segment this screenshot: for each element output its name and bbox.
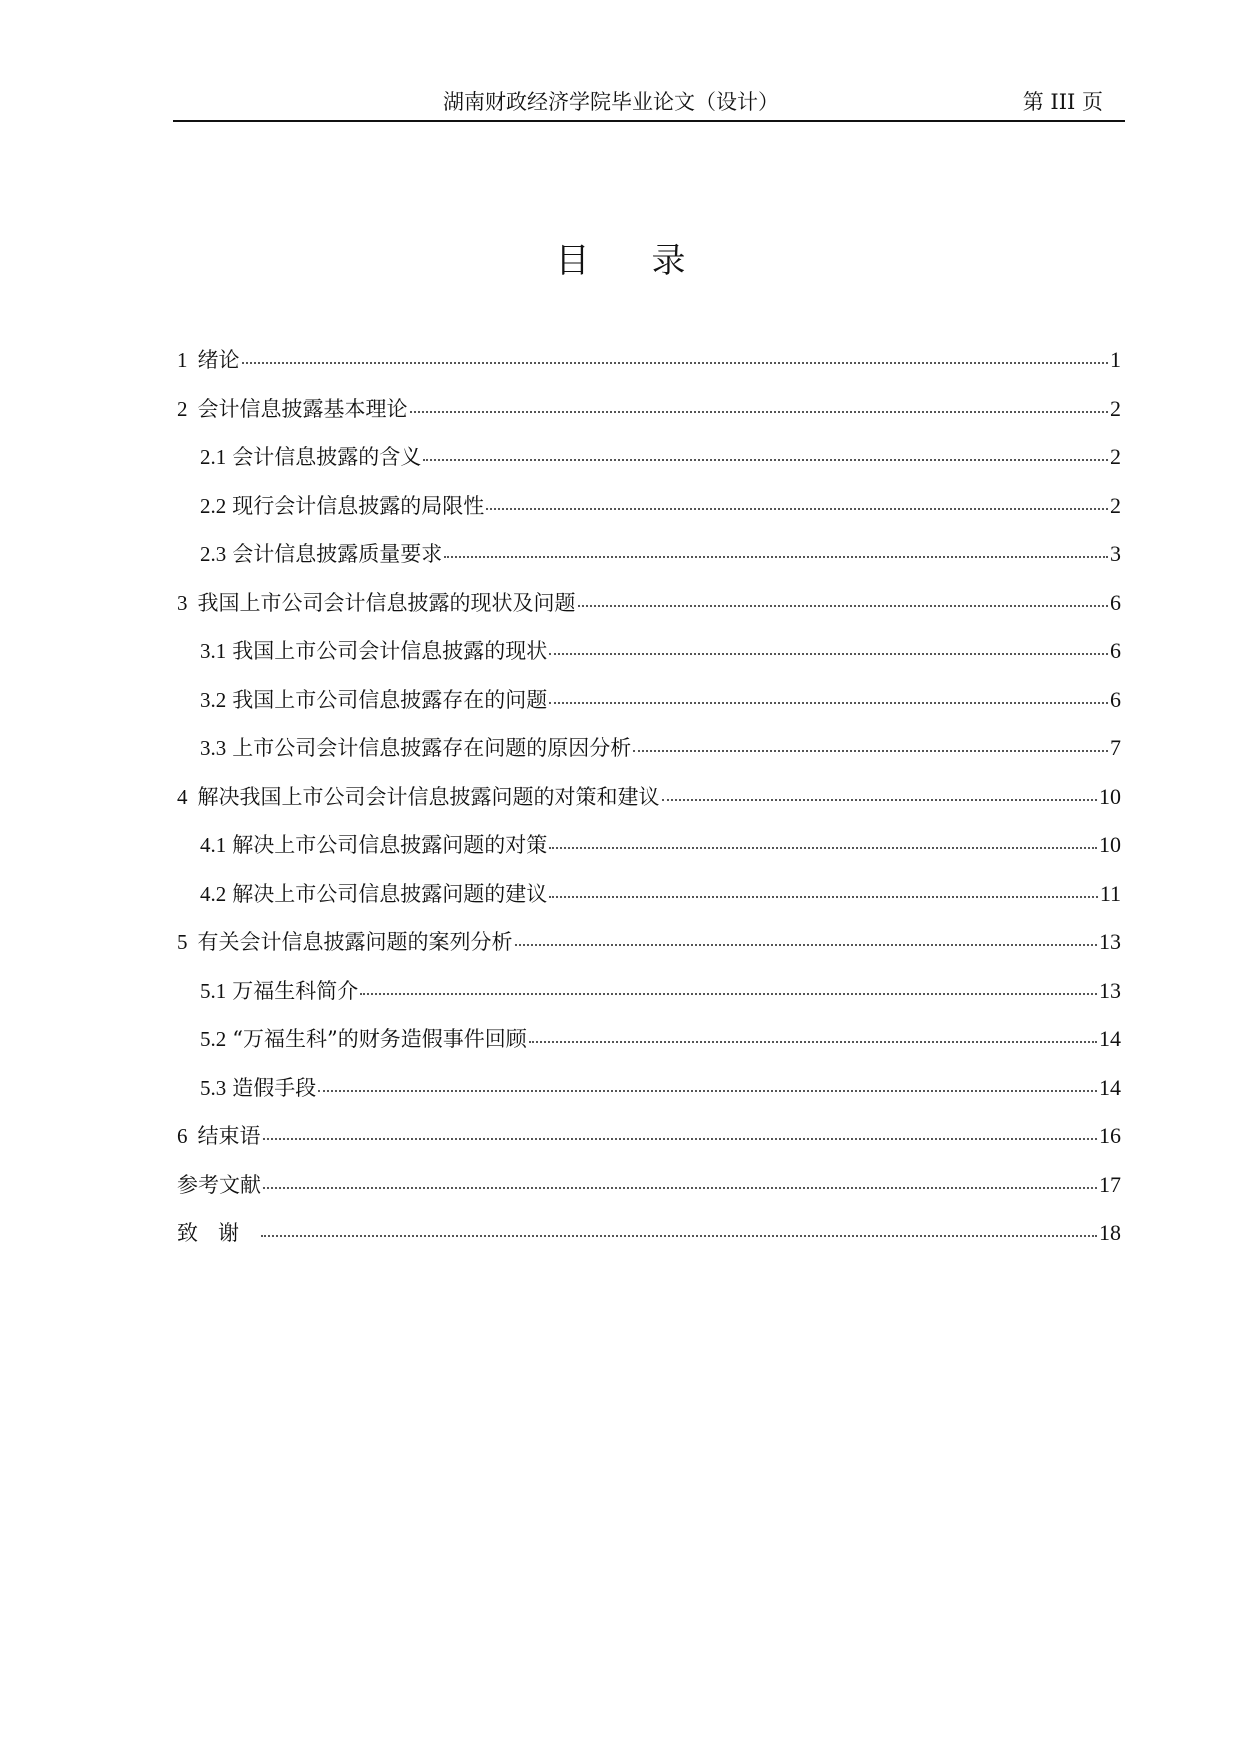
toc-entry-page: 6 [1110, 638, 1121, 663]
toc-entry-title: 致谢 [177, 1221, 259, 1245]
toc-entry-title: 会计信息披露的含义 [232, 445, 422, 469]
toc-entry-title: 现行会计信息披露的局限性 [232, 493, 485, 518]
toc-entry-page: 14 [1099, 1074, 1121, 1100]
toc-entry-page: 6 [1110, 686, 1121, 712]
toc-entry-title: 解决上市公司信息披露问题的对策 [232, 833, 548, 857]
toc-entry[interactable] [177, 927, 1121, 976]
dot-leader [444, 556, 1108, 558]
toc-entry-page: 18 [1099, 1220, 1121, 1245]
toc-entry[interactable] [177, 1170, 1121, 1219]
toc-entry-number: 2.1 [200, 445, 227, 469]
toc-entry-title: 会计信息披露基本理论 [197, 396, 408, 421]
dot-leader [529, 1041, 1097, 1043]
toc-entry-page: 11 [1099, 880, 1121, 906]
dot-leader [263, 1138, 1098, 1140]
toc-entry-page: 10 [1099, 832, 1121, 857]
toc-entry-title: “万福生科”的财务造假事件回顾 [232, 1027, 527, 1051]
toc-entry-title: 造假手段 [232, 1075, 317, 1100]
toc-entry[interactable] [177, 491, 1121, 540]
toc-entry-title: 绪论 [197, 348, 240, 372]
dot-leader [242, 362, 1109, 364]
toc-entry[interactable] [177, 394, 1121, 443]
toc-entry-page: 2 [1110, 395, 1121, 421]
toc-entry[interactable] [177, 636, 1121, 685]
toc-entry-number: 2.2 [200, 493, 227, 518]
toc-entry-number: 2 [177, 396, 188, 421]
toc-entry-number: 4.1 [200, 833, 227, 857]
toc-entry-title: 参考文献 [177, 1172, 261, 1197]
dot-leader [423, 459, 1108, 461]
header-title: 湖南财政经济学院毕业论文（设计） [443, 90, 779, 114]
toc-entry[interactable] [177, 782, 1121, 831]
toc-entry-title: 万福生科简介 [232, 978, 359, 1003]
toc-entry-title: 结束语 [197, 1124, 261, 1148]
toc-entry[interactable] [177, 879, 1121, 928]
dot-leader [486, 508, 1108, 510]
toc-entry-number: 4.2 [200, 881, 227, 906]
dot-leader [261, 1235, 1097, 1237]
toc-entry-page: 13 [1099, 929, 1121, 954]
toc-entry-number: 5.1 [200, 978, 227, 1003]
toc-entry-number: 3 [177, 590, 188, 615]
toc-entry-number: 1 [177, 348, 188, 372]
toc-entry-number: 2.3 [200, 542, 227, 566]
toc-entry[interactable] [177, 345, 1121, 394]
dot-leader [410, 411, 1109, 413]
toc-entry-title: 我国上市公司信息披露存在的问题 [232, 687, 548, 712]
toc-title: 目录 [555, 241, 748, 281]
toc-entry-title: 解决我国上市公司会计信息披露问题的对策和建议 [197, 784, 660, 809]
toc-entry[interactable] [177, 830, 1121, 879]
dot-leader [549, 702, 1108, 704]
toc-entry-number: 5 [177, 930, 188, 954]
toc-entry-number: 3.1 [200, 639, 227, 663]
dot-leader [549, 847, 1097, 849]
toc-entry[interactable] [177, 1024, 1121, 1073]
toc-entry-title: 我国上市公司会计信息披露的现状 [232, 639, 548, 663]
dot-leader [549, 653, 1108, 655]
toc-entry-number: 3.3 [200, 736, 227, 760]
toc-entry-title: 会计信息披露质量要求 [232, 542, 443, 566]
toc-entry[interactable] [177, 1218, 1121, 1267]
toc-entry-number: 3.2 [200, 687, 227, 712]
toc-entry[interactable] [177, 442, 1121, 491]
toc-entry-number: 4 [177, 784, 188, 809]
toc-entry-page: 2 [1110, 492, 1121, 518]
toc-entry-page: 3 [1110, 541, 1121, 566]
toc-entry[interactable] [177, 588, 1121, 637]
toc-entry[interactable] [177, 1121, 1121, 1170]
toc-entry-title: 解决上市公司信息披露问题的建议 [232, 881, 548, 906]
toc-entry-page: 1 [1110, 347, 1121, 372]
toc-entry-number: 5.3 [200, 1075, 227, 1100]
dot-leader [318, 1090, 1097, 1092]
toc-entry-page: 2 [1110, 444, 1121, 469]
toc-entry[interactable] [177, 685, 1121, 734]
toc-entry-title: 有关会计信息披露问题的案列分析 [197, 930, 513, 954]
header-page-number: 第 III 页 [1022, 90, 1103, 114]
dot-leader [360, 993, 1097, 995]
toc-entry-number: 5.2 [200, 1027, 227, 1051]
toc-list [177, 345, 1121, 1267]
toc-entry-page: 10 [1099, 783, 1121, 809]
toc-entry-page: 16 [1099, 1123, 1121, 1148]
toc-entry-page: 13 [1099, 977, 1121, 1003]
toc-entry-page: 6 [1110, 589, 1121, 615]
toc-entry[interactable] [177, 539, 1121, 588]
dot-leader [263, 1187, 1097, 1189]
toc-entry-title: 我国上市公司会计信息披露的现状及问题 [197, 590, 576, 615]
dot-leader [549, 896, 1098, 898]
toc-entry-title: 上市公司会计信息披露存在问题的原因分析 [232, 736, 632, 760]
dot-leader [578, 605, 1109, 607]
toc-entry[interactable] [177, 976, 1121, 1025]
dot-leader [515, 944, 1098, 946]
dot-leader [662, 799, 1098, 801]
toc-entry[interactable] [177, 1073, 1121, 1122]
toc-entry[interactable] [177, 733, 1121, 782]
page-header [173, 80, 1125, 122]
toc-entry-page: 7 [1110, 735, 1121, 760]
toc-entry-number: 6 [177, 1124, 188, 1148]
toc-entry-page: 14 [1099, 1026, 1121, 1051]
toc-entry-page: 17 [1099, 1171, 1121, 1197]
dot-leader [633, 750, 1108, 752]
